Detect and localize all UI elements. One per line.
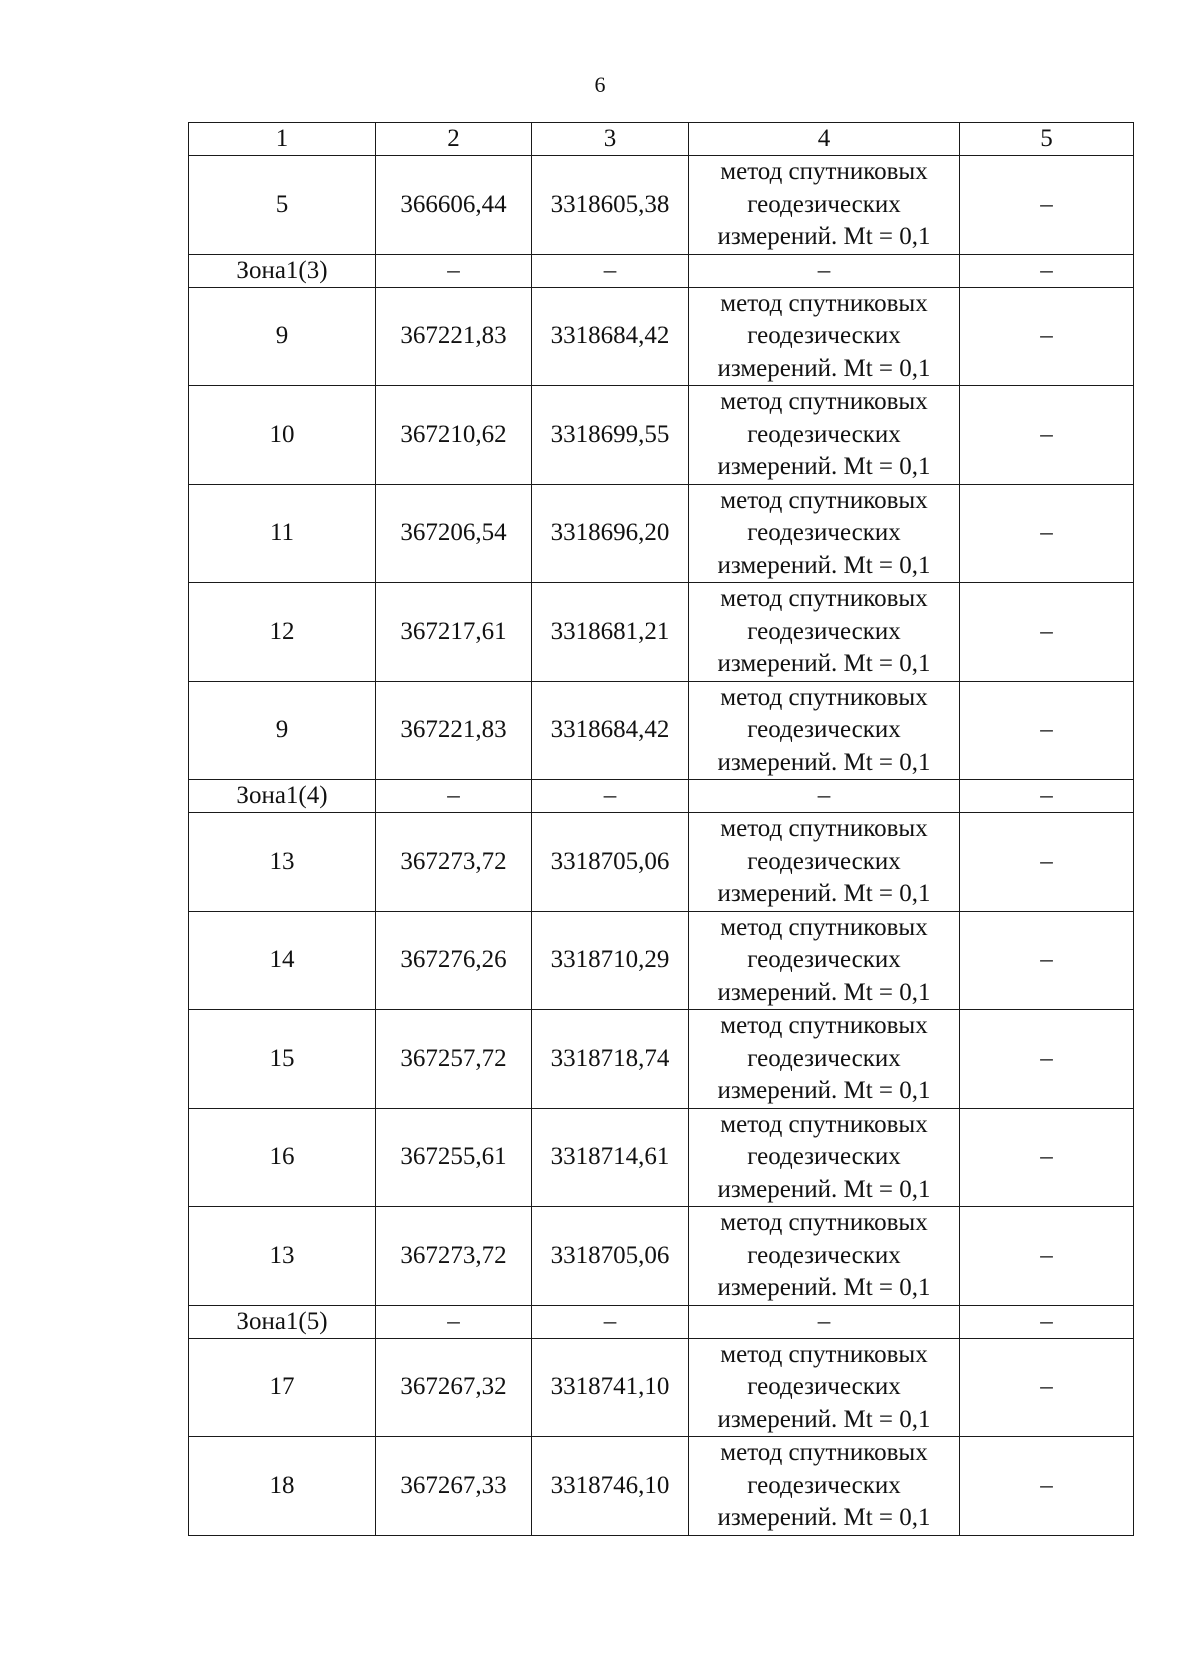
point-number-cell: 11: [189, 484, 376, 583]
table-row: [189, 681, 1134, 780]
x-coordinate-cell: 367276,26: [376, 911, 532, 1010]
x-coordinate-cell: 366606,44: [376, 156, 532, 255]
method-line-1: метод спутниковых: [720, 1340, 928, 1368]
method-line-1: метод спутниковых: [720, 913, 928, 941]
method-line-2: геодезических: [747, 190, 901, 218]
description-cell: –: [960, 386, 1134, 485]
method-line-2: геодезических: [747, 716, 901, 743]
x-coordinate-cell: 367273,72: [376, 813, 532, 912]
description-cell: –: [960, 1305, 1134, 1338]
method-line-3: измерений. Mt = 0,1: [717, 1175, 931, 1203]
table-header: [189, 123, 1134, 156]
method-line-1: метод спутниковых: [720, 1110, 928, 1138]
point-number-cell: 16: [189, 1108, 376, 1207]
x-coordinate-cell: 367257,72: [376, 1010, 532, 1109]
method-cell: –: [689, 780, 960, 813]
method-cell: [689, 813, 960, 912]
x-coordinate-cell: –: [376, 1305, 532, 1338]
method-cell: [689, 1108, 960, 1207]
y-coordinate-cell: –: [532, 254, 689, 287]
method-cell: [689, 583, 960, 682]
table-row: [189, 484, 1134, 583]
method-line-3: измерений. Mt = 0,1: [717, 650, 931, 677]
point-number-cell: 9: [189, 287, 376, 386]
y-coordinate-cell: 3318705,06: [532, 1207, 689, 1306]
point-number-cell: 18: [189, 1437, 376, 1536]
method-line-3: измерений. Mt = 0,1: [717, 1504, 931, 1531]
point-number-cell: 9: [189, 681, 376, 780]
method-line-3: измерений. Mt = 0,1: [717, 354, 931, 382]
zone-row: [189, 1305, 1134, 1338]
method-line-1: метод спутниковых: [720, 1209, 928, 1236]
table-row: [189, 1338, 1134, 1437]
header-cell-3: 3: [532, 123, 689, 156]
method-cell: [689, 1207, 960, 1306]
method-line-1: метод спутниковых: [720, 158, 928, 185]
y-coordinate-cell: 3318684,42: [532, 287, 689, 386]
x-coordinate-cell: 367217,61: [376, 583, 532, 682]
method-cell: [689, 1338, 960, 1437]
point-number-cell: 5: [189, 156, 376, 255]
description-cell: –: [960, 1108, 1134, 1207]
table-row: [189, 1437, 1134, 1536]
description-cell: –: [960, 911, 1134, 1010]
method-line-3: измерений. Mt = 0,1: [717, 223, 931, 250]
method-line-3: измерений. Mt = 0,1: [717, 978, 931, 1006]
header-cell-2: 2: [376, 123, 532, 156]
x-coordinate-cell: –: [376, 780, 532, 813]
description-cell: –: [960, 780, 1134, 813]
header-cell-5: 5: [960, 123, 1134, 156]
method-cell: [689, 1010, 960, 1109]
y-coordinate-cell: –: [532, 780, 689, 813]
x-coordinate-cell: 367267,32: [376, 1338, 532, 1437]
point-number-cell: Зона1(4): [189, 780, 376, 813]
header-row: [189, 123, 1134, 156]
method-cell: [689, 1437, 960, 1536]
method-line-2: геодезических: [747, 617, 901, 645]
method-line-1: метод спутниковых: [720, 289, 928, 317]
method-line-2: геодезических: [747, 519, 901, 546]
point-number-cell: Зона1(3): [189, 254, 376, 287]
x-coordinate-cell: –: [376, 254, 532, 287]
y-coordinate-cell: 3318741,10: [532, 1338, 689, 1437]
y-coordinate-cell: 3318714,61: [532, 1108, 689, 1207]
table-row: [189, 1108, 1134, 1207]
page-number: 6: [594, 72, 606, 97]
method-cell: [689, 484, 960, 583]
method-cell: [689, 681, 960, 780]
method-line-2: геодезических: [747, 1241, 901, 1269]
coordinates-table: [188, 122, 1134, 1536]
point-number-cell: 14: [189, 911, 376, 1010]
y-coordinate-cell: –: [532, 1305, 689, 1338]
method-cell: –: [689, 254, 960, 287]
x-coordinate-cell: 367221,83: [376, 287, 532, 386]
point-number-cell: 13: [189, 813, 376, 912]
description-cell: –: [960, 484, 1134, 583]
table-body: [189, 156, 1134, 1536]
table-row: [189, 1010, 1134, 1109]
method-line-1: метод спутниковых: [720, 585, 928, 612]
zone-row: [189, 254, 1134, 287]
y-coordinate-cell: 3318710,29: [532, 911, 689, 1010]
description-cell: –: [960, 813, 1134, 912]
description-cell: –: [960, 156, 1134, 255]
method-line-1: метод спутниковых: [720, 486, 928, 514]
y-coordinate-cell: 3318681,21: [532, 583, 689, 682]
description-cell: –: [960, 1338, 1134, 1437]
method-cell: [689, 156, 960, 255]
method-line-2: геодезических: [747, 322, 901, 349]
y-coordinate-cell: 3318696,20: [532, 484, 689, 583]
y-coordinate-cell: 3318718,74: [532, 1010, 689, 1109]
method-line-2: геодезических: [747, 1471, 901, 1499]
point-number-cell: 12: [189, 583, 376, 682]
method-line-3: измерений. Mt = 0,1: [717, 453, 931, 480]
description-cell: –: [960, 583, 1134, 682]
y-coordinate-cell: 3318705,06: [532, 813, 689, 912]
method-line-3: измерений. Mt = 0,1: [717, 1077, 931, 1104]
table-row: [189, 813, 1134, 912]
point-number-cell: 17: [189, 1338, 376, 1437]
method-line-1: метод спутниковых: [720, 388, 928, 415]
method-line-2: геодезических: [747, 847, 901, 875]
description-cell: –: [960, 287, 1134, 386]
table-row: [189, 287, 1134, 386]
x-coordinate-cell: 367273,72: [376, 1207, 532, 1306]
method-line-2: геодезических: [747, 1044, 901, 1072]
description-cell: –: [960, 1207, 1134, 1306]
method-line-2: геодезических: [747, 420, 901, 448]
x-coordinate-cell: 367221,83: [376, 681, 532, 780]
method-line-3: измерений. Mt = 0,1: [717, 1405, 931, 1433]
method-line-1: метод спутниковых: [720, 815, 928, 842]
method-line-3: измерений. Mt = 0,1: [717, 748, 931, 776]
x-coordinate-cell: 367267,33: [376, 1437, 532, 1536]
table-row: [189, 156, 1134, 255]
description-cell: –: [960, 1437, 1134, 1536]
x-coordinate-cell: 367210,62: [376, 386, 532, 485]
table-row: [189, 386, 1134, 485]
method-cell: [689, 287, 960, 386]
point-number-cell: 15: [189, 1010, 376, 1109]
method-line-1: метод спутниковых: [720, 1439, 928, 1466]
description-cell: –: [960, 254, 1134, 287]
method-cell: [689, 911, 960, 1010]
table-row: [189, 1207, 1134, 1306]
method-line-1: метод спутниковых: [720, 683, 928, 711]
method-line-3: измерений. Mt = 0,1: [717, 1274, 931, 1301]
y-coordinate-cell: 3318605,38: [532, 156, 689, 255]
method-line-3: измерений. Mt = 0,1: [717, 551, 931, 579]
point-number-cell: 10: [189, 386, 376, 485]
table-row: [189, 911, 1134, 1010]
header-cell-4: 4: [689, 123, 960, 156]
method-cell: –: [689, 1305, 960, 1338]
header-cell-1: 1: [189, 123, 376, 156]
y-coordinate-cell: 3318746,10: [532, 1437, 689, 1536]
description-cell: –: [960, 681, 1134, 780]
description-cell: –: [960, 1010, 1134, 1109]
point-number-cell: 13: [189, 1207, 376, 1306]
method-line-2: геодезических: [747, 946, 901, 973]
method-line-2: геодезических: [747, 1373, 901, 1400]
method-cell: [689, 386, 960, 485]
y-coordinate-cell: 3318684,42: [532, 681, 689, 780]
method-line-1: метод спутниковых: [720, 1012, 928, 1039]
method-line-3: измерений. Mt = 0,1: [717, 880, 931, 907]
x-coordinate-cell: 367206,54: [376, 484, 532, 583]
zone-row: [189, 780, 1134, 813]
method-line-2: геодезических: [747, 1143, 901, 1170]
point-number-cell: Зона1(5): [189, 1305, 376, 1338]
table-row: [189, 583, 1134, 682]
y-coordinate-cell: 3318699,55: [532, 386, 689, 485]
x-coordinate-cell: 367255,61: [376, 1108, 532, 1207]
